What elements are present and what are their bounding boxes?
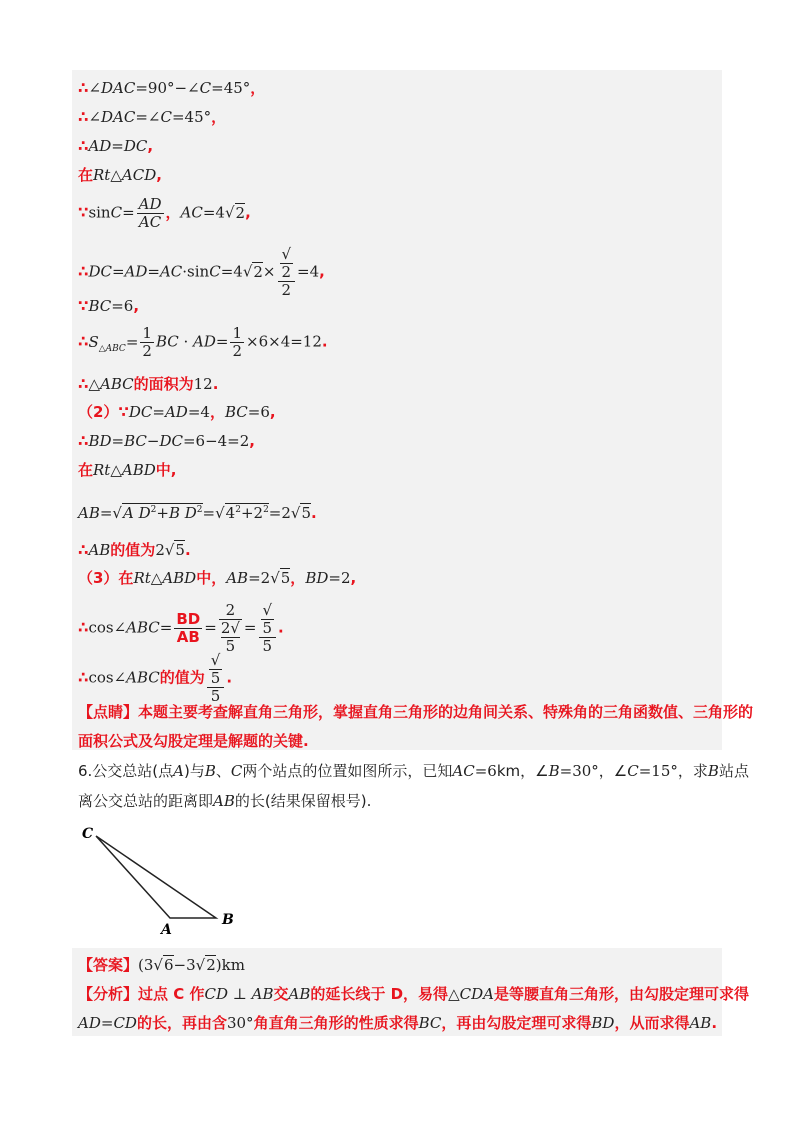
comment-line-1: 【点睛】本题主要考查解直角三角形，掌握直角三角形的边角间关系、特殊角的三角函数值、三角形的: [78, 703, 754, 721]
solution-line-1: ∴∠DAC=90°−∠C=45°，: [78, 79, 266, 97]
solution-line-12: 在Rt△ABD中,: [78, 461, 177, 479]
solution-line-8: $\therefore S_{\triangle ABC}=$ $\frac{1}{2}$ BC · AD= $\frac{1}{2}$ ×6×4=12.: [78, 324, 328, 360]
label-b: B: [222, 912, 234, 928]
solution-line-6: ∴DC=AD=AC·sinC=4√2× √ 2 2 =4,: [78, 245, 325, 299]
label-c: C: [82, 826, 94, 842]
solution-line-17: ∴cos∠ABC的值为 √ 5 5 .: [78, 651, 233, 705]
answer-tag: 【答案】: [78, 956, 139, 974]
solution-line-11: ∴BD=BC−DC=6−4=2,: [78, 432, 255, 450]
solution-line-15: （3）在Rt△ABD中，AB=2√5，BD=2,: [78, 569, 357, 587]
solution-line-4: 在Rt△ACD,: [78, 166, 162, 184]
solution-line-2: ∴∠DAC=∠C=45°，: [78, 108, 227, 126]
analysis-line-1: 【分析】过点 C 作CD ⊥ AB交AB的延长线于 D，易得△CDA是等腰直角三角形，由勾股定理可求得: [78, 985, 749, 1003]
solution-line-14: ∴AB的值为2√5.: [78, 541, 191, 559]
solution-line-7: ∵BC=6,: [78, 297, 140, 315]
answer-line: 【答案】(3√6−3√2)km: [78, 956, 245, 974]
solution-line-5: ∵sinC= $\frac{AD}{AC}$ ，AC=4√2,: [78, 195, 251, 231]
solution-line-16: ∴cos∠ABC= $\frac{BD}{AB}$ = 2 2√ 5 = √ 5 5 .: [78, 601, 284, 655]
solution-line-13: AB=√A $D^2+B$ $D^2=√4^2+2^2=2√5$.: [78, 504, 317, 522]
analysis-tag: 【分析】: [78, 985, 139, 1003]
solution-line-9: ∴△ABC的面积为12.: [78, 375, 219, 393]
solution-line-3: ∴AD=DC,: [78, 137, 154, 155]
question-line-1: 6.公交总站(点A)与B、C两个站点的位置如图所示，已知AC=6km，∠B=30°，∠C=15°，求B站点: [78, 762, 749, 780]
question-line-2: 离公交总站的距离即AB的长(结果保留根号).: [78, 792, 372, 810]
analysis-line-2: AD=CD的长，再由含30°角直角三角形的性质求得BC，再由勾股定理可求得BD，从而求得AB.: [78, 1014, 718, 1032]
label-a: A: [161, 922, 172, 938]
comment-line-2: 面积公式及勾股定理是解题的关键.: [78, 732, 309, 750]
triangle-figure: [78, 822, 248, 942]
solution-line-10: （2）∵DC=AD=4，BC=6,: [78, 403, 276, 421]
